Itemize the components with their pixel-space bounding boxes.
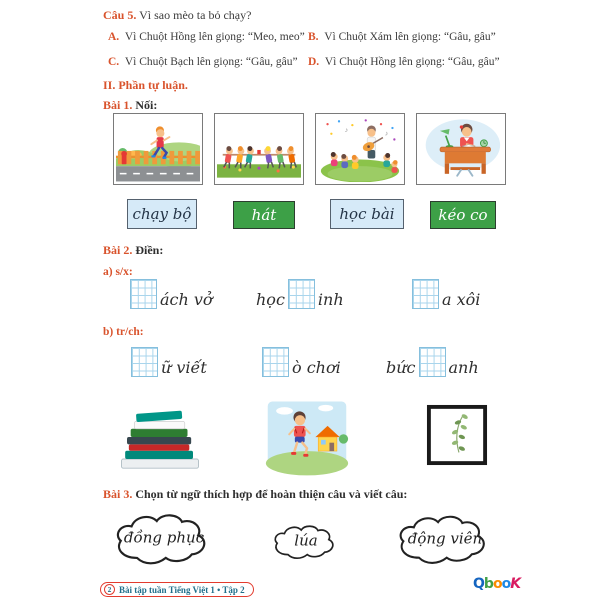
exercise-3-title: Chọn từ ngữ thích hợp để hoàn thiện câu và viết câu: [135,487,408,501]
fill-suffix: ách vở [160,290,213,309]
word-cloud-dong-phuc [110,510,218,568]
exercise-3-heading [103,487,407,502]
picture-tug-of-war [214,113,304,185]
exercise-2-label: Bài 2. [103,243,133,257]
cloud-word: lúa [294,531,318,550]
page-number-circle: 2 [104,584,115,595]
logo-letter: Q [473,576,484,592]
exercise-3-label: Bài 3. [103,487,133,501]
option-c-text: Vì Chuột Bạch lên giọng: “Gâu, gâu” [124,56,298,68]
picture-boy-jogging [113,113,203,185]
logo-letter: K [510,576,521,592]
singing-illustration [318,116,402,182]
fill-suffix: inh [317,290,344,309]
cloud-word: động viên [407,529,483,548]
word-label-hat: hát [233,201,295,229]
logo-letter: o [501,576,511,592]
option-b-text: Vì Chuột Xám lên giọng: “Gâu, gâu” [324,31,496,43]
jogging-illustration [116,116,200,182]
fill-prefix: bức [386,358,416,377]
fill-suffix: ò chơi [292,358,341,377]
logo-letter: b [483,576,493,592]
part-a-label: a) s/x: [103,266,133,278]
svg-text:♪: ♪ [344,126,349,134]
option-d-letter: D. [308,56,320,68]
option-a-text: Vì Chuột Hồng lên giọng: “Meo, meo” [124,31,305,43]
picture-studying [416,113,506,185]
picture-singing [315,113,405,185]
word-cloud-lua [270,519,342,565]
exercise-2-heading [103,243,163,258]
logo-letter: o [492,576,502,592]
fill-prefix: học [256,290,285,309]
footer-book-title: Bài tập tuần Tiếng Việt 1 • Tập 2 [119,584,245,595]
fill-item-hoc-sinh [256,279,344,309]
framed-plant-illustration [426,404,488,466]
option-d-text: Vì Chuột Hồng lên giọng: “Gâu, gâu” [324,56,500,68]
cloud-word: đồng phục [123,528,205,547]
option-a-letter: A. [108,31,120,43]
svg-text:♪: ♪ [384,130,389,138]
word-label-keo-co: kéo co [430,201,496,229]
publisher-logo [473,576,520,592]
exercise-1-title: Nối: [135,98,158,112]
fill-item-sach-vo [130,279,213,309]
fill-in-grid-box [262,347,289,377]
section-2-heading: II. Phần tự luận. [103,78,188,92]
fill-in-grid-box [412,279,439,309]
fill-in-grid-box [130,279,157,309]
exercise-2-title: Điền: [135,243,164,257]
part-b-label: b) tr/ch: [103,326,144,338]
studying-illustration [419,116,503,182]
book-stack-illustration [116,400,204,474]
fill-suffix: ữ viết [161,358,207,377]
option-b-letter: B. [308,31,319,43]
tug-of-war-illustration [217,116,301,182]
picture-book-stack [116,400,204,474]
question-5-label: Câu 5. [103,8,137,22]
fill-suffix: anh [448,358,479,377]
fill-item-chu-viet [131,347,207,377]
exercise-1-heading [103,98,157,113]
option-b [308,31,496,43]
footer-book-badge [100,582,254,597]
picture-boy-walking [264,398,350,478]
option-c-letter: C. [108,56,120,68]
fill-suffix: a xôi [442,290,481,309]
question-5-text: Vì sao mèo ta bỏ chạy? [139,8,252,22]
exercise-1-label: Bài 1. [103,98,133,112]
fill-in-grid-box [288,279,315,309]
fill-in-grid-box [419,347,446,377]
option-d [308,56,500,68]
fill-item-tro-choi [262,347,341,377]
fill-item-buc-tranh [386,347,479,377]
fill-in-grid-box [131,347,158,377]
word-cloud-dong-vien [393,511,497,568]
option-a [108,31,305,43]
matching-picture-row [113,113,506,185]
picture-framed-plant [426,404,488,466]
word-label-hoc-bai: học bài [330,199,404,229]
fill-item-xa-xoi [412,279,480,309]
boy-walking-illustration [264,398,350,478]
question-5 [103,8,251,23]
word-label-chay-bo: chạy bộ [127,199,197,229]
option-c [108,56,298,68]
